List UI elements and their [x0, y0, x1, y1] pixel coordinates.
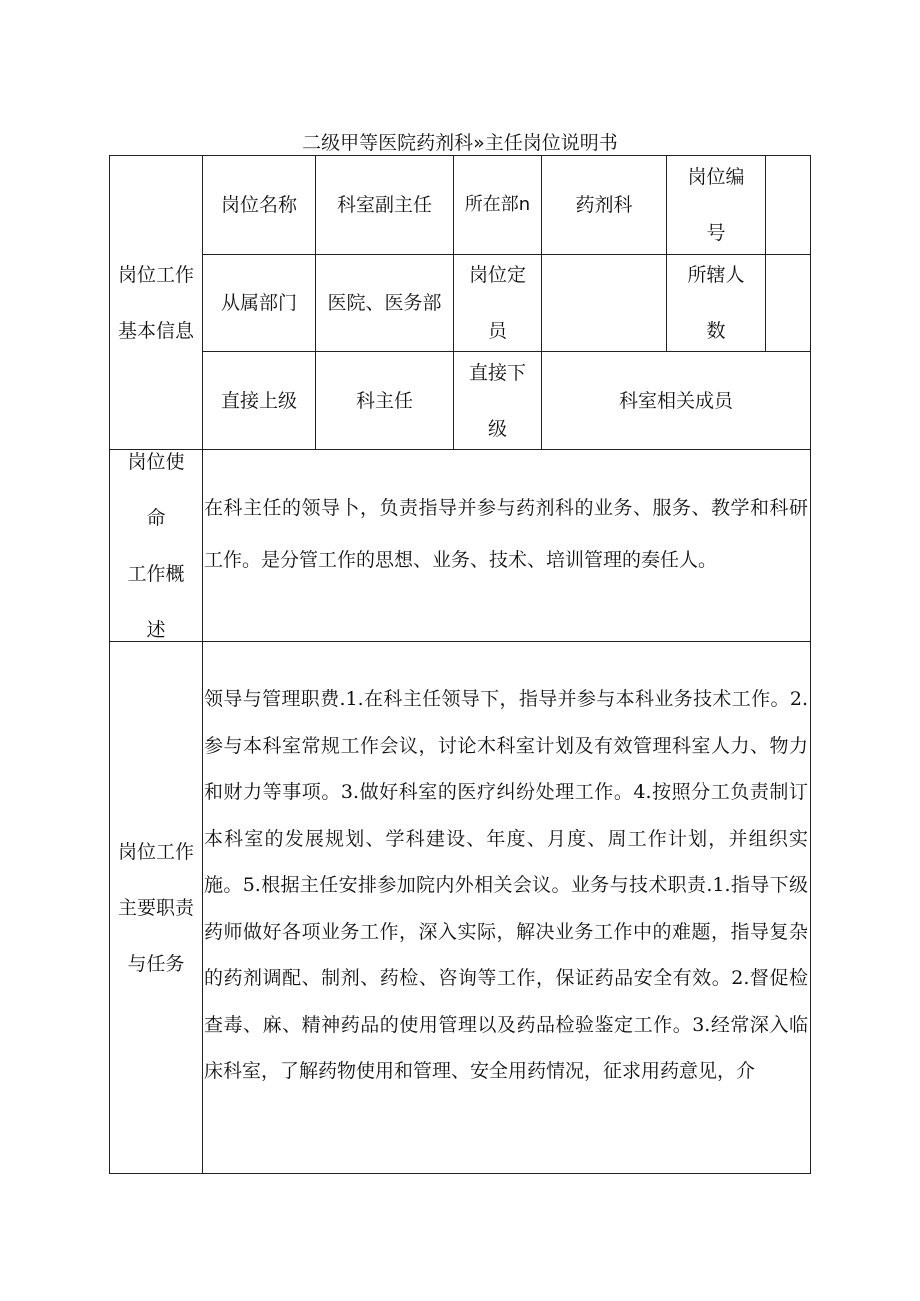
value-direct-subordinate: 科室相关成员	[618, 389, 733, 412]
label-line: 所辖人	[687, 264, 745, 286]
section-label-mission	[110, 450, 202, 641]
value-affiliated-dept: 医院、医务部	[327, 292, 442, 314]
section-label-line: 工作概	[127, 562, 185, 585]
section-label-duties	[110, 642, 202, 1173]
value-position-number	[766, 156, 810, 254]
label-line: 级	[487, 417, 507, 440]
label-department: 所在部n	[464, 194, 531, 215]
label-staffing	[454, 255, 541, 351]
section-label-line: 与任务	[127, 952, 185, 975]
label-direct-subordinate	[454, 352, 541, 449]
section-divider-1	[109, 449, 811, 450]
value-subordinate-count	[766, 255, 810, 351]
page-title: 二级甲等医院药剂科»主任岗位说明书	[302, 132, 618, 154]
label-affiliated-dept: 从属部门	[220, 292, 297, 314]
section-divider-2	[109, 641, 811, 642]
label-direct-superior: 直接上级	[220, 389, 297, 412]
label-line: 岗位定	[468, 264, 526, 286]
label-line: 号	[706, 222, 726, 244]
section-label-line: 主要职责	[117, 896, 194, 919]
label-line: 数	[706, 320, 726, 342]
section-label-line: 述	[146, 618, 166, 641]
label-position-name: 岗位名称	[220, 194, 297, 216]
table-border-right	[810, 155, 811, 1174]
section-label-line: 岗位工作	[117, 840, 194, 863]
value-staffing	[542, 255, 666, 351]
section-label-line: 命	[146, 506, 166, 529]
value-direct-superior: 科主任	[355, 389, 413, 412]
label-position-number	[667, 156, 765, 254]
section-label-line: 岗位工作	[117, 263, 194, 286]
section-label-basic-info	[110, 156, 202, 449]
value-department: 药剂科	[575, 194, 633, 216]
duties-text: 领导与管理职费.1.在科主任领导下，指导并参与本科业务技术工作。2.参与本科室常规工作会议，讨论木科室计划及有效管理科室人力、物力和财力等事项。3.做好科室的医疗纠纷处理工作。4.按照分工负责制订本科室的发展规划、学科建设、年度、月度、周工作计划，并组织实施。5.根据主任安排参加院内外相关会议。业务与技术职责.1.指导下级药师做好各项业务工作，深入实际，解决业务工作中的难题，指导复杂的药剂调配、制剂、药检、咨询等工作，保证药品安全有效。2.督促检查毒、麻、精神药品的使用管理以及药品检验鉴定工作。3.经常深入临床科室，了解药物使用和管理、安全用药情况，征求用药意见，介	[204, 688, 808, 1082]
label-line: 直接下	[468, 361, 526, 384]
section-label-line: 岗位使	[127, 450, 185, 473]
label-line: 员	[487, 320, 507, 342]
mission-text: 在科主任的领导卜，负责指导并参与药剂科的业务、服务、教学和科研工作。是分管工作的思想、业务、技术、培训管理的奏任人。	[204, 497, 808, 571]
value-position-name: 科室副主任	[336, 194, 432, 216]
section-label-line: 基本信息	[117, 319, 194, 342]
table-border-bottom	[109, 1173, 811, 1174]
label-subordinate-count	[667, 255, 765, 351]
label-line: 岗位编	[687, 166, 745, 188]
